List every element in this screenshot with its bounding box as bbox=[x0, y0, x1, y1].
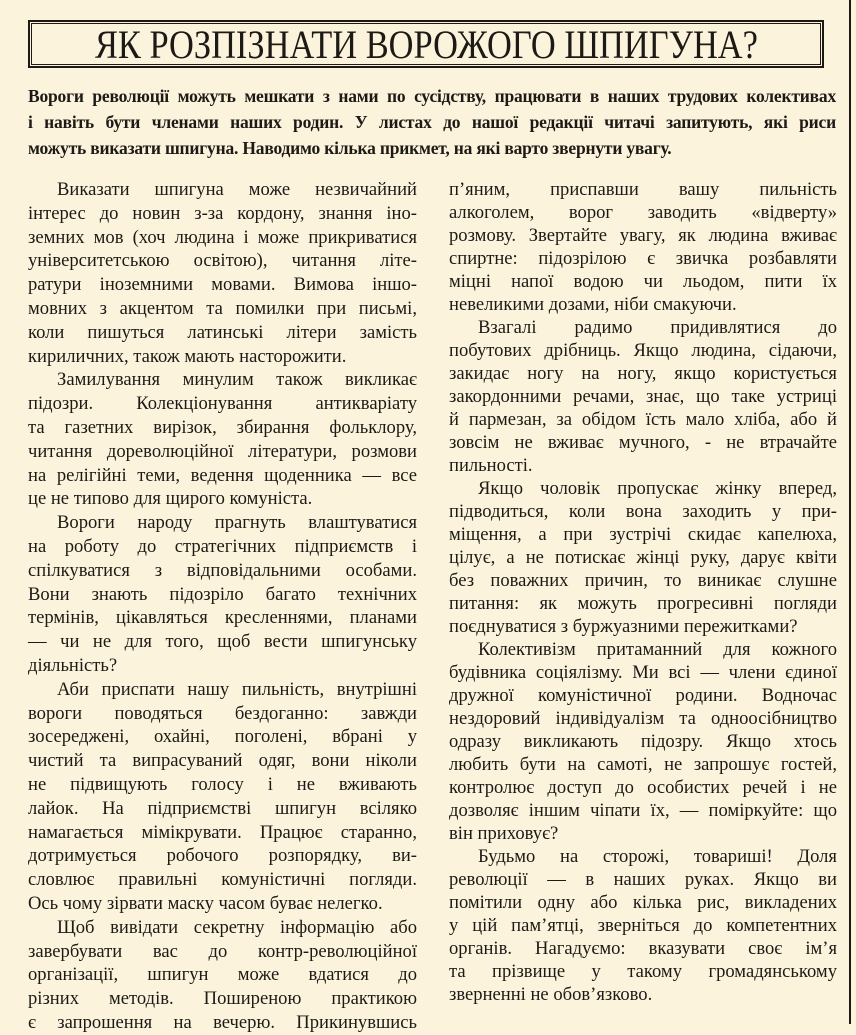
body-text-line: Аби приспати нашу пильність, внутрішні bbox=[57, 678, 417, 700]
lead-line: і навіть бути членами наших родин. У листах до нашої редакції читачі запитують, які риси bbox=[28, 112, 836, 132]
body-text-line: міщення, а при зустрічі скидає капелюха, bbox=[449, 524, 837, 545]
body-text-line: мовних з акцентом та помилки при письмі, bbox=[28, 297, 417, 319]
body-text-line: закидає ногу на ногу, якщо користується bbox=[449, 363, 837, 384]
body-text-line: словлює правильні комуністичні погляди. bbox=[28, 869, 417, 891]
body-text-line: дозволяє іншим чіпати їх, — поміркуйте: що bbox=[449, 800, 837, 821]
body-text-line: діяльність? bbox=[28, 654, 118, 676]
body-text-line: питання: як можуть прогресивні погляди bbox=[449, 593, 837, 614]
body-text-line: зверненні не обов’язково. bbox=[449, 984, 653, 1005]
right-column bbox=[449, 178, 837, 1006]
body-text-line: дотримується робочого розпорядку, ви- bbox=[28, 845, 417, 867]
body-text-line: без поважних причин, то виникає слушне bbox=[449, 570, 837, 591]
body-text-line: на релігійні теми, ведення щоденника — все bbox=[28, 464, 417, 486]
body-text-line: намагається мімікрувати. Працює старанно, bbox=[28, 821, 417, 843]
lead-line: Вороги революції можуть мешкати з нами по сусідству, працювати в наших трудових колективах bbox=[28, 86, 836, 106]
body-text-line: органів. Нагадуємо: вказувати своє ім’я bbox=[449, 938, 837, 959]
body-text-line: спілкуватися з відповідальними особами. bbox=[28, 559, 417, 581]
body-text-line: зосереджені, охайні, поголені, вбрані у bbox=[28, 726, 417, 748]
body-text-line: ратури іноземними мовами. Вимова іншо- bbox=[28, 274, 417, 296]
body-text-line: Виказати шпигуна може незвичайний bbox=[57, 179, 417, 200]
body-text-line: коли пишуться латинські літери замість bbox=[28, 321, 417, 343]
body-text-line: університетською освітою), читання літе- bbox=[28, 250, 417, 272]
body-text-line: спиртне: підозрілою є звичка розбавляти bbox=[449, 248, 837, 269]
body-text-line: Вони знають підозріло багато технічних bbox=[28, 583, 417, 605]
title-frame bbox=[28, 20, 824, 68]
body-text-line: й пармезан, за обідом їсть мало хліба, або й bbox=[449, 409, 837, 430]
body-text-line: розмову. Звертайте увагу, як людина вживає bbox=[449, 225, 837, 246]
body-text-line: організації, шпигун може вдатися до bbox=[28, 964, 417, 986]
body-text-line: помітили одну або кілька рис, викладених bbox=[449, 892, 837, 913]
page-edge-rule bbox=[849, 0, 851, 1024]
body-text-line: інтерес до новин з-за кордону, знання іно- bbox=[28, 202, 417, 224]
left-column bbox=[28, 178, 417, 1035]
body-text-line: це не типово для щирого комуніста. bbox=[28, 488, 313, 510]
article-title: ЯК РОЗПІЗНАТИ ВОРОЖОГО ШПИГУНА? bbox=[94, 22, 758, 67]
body-text-line: Колективізм притаманний для кожного bbox=[478, 639, 837, 660]
body-text-line: та прізвище у такому громадянському bbox=[449, 961, 837, 982]
body-text-line: він приховує? bbox=[449, 823, 559, 844]
body-text-line: Взагалі радимо придивлятися до bbox=[478, 317, 837, 338]
body-text-line: невеликими дозами, ніби смакуючи. bbox=[449, 294, 737, 315]
body-text-line: — чи не для того, щоб вести шпигунську bbox=[28, 631, 417, 653]
body-text-line: Ось чому зірвати маску часом буває нелегко. bbox=[28, 892, 383, 914]
body-text-line: та газетних вирізок, збирання фольклору, bbox=[28, 416, 417, 438]
body-text-line: будівника соціялізму. Ми всі — члени єдиної bbox=[449, 662, 837, 683]
body-text-line: цілує, а не потискає жінці руку, дарує квіти bbox=[449, 547, 837, 568]
body-text-line: революції — в наших руках. Якщо ви bbox=[449, 869, 837, 890]
body-text-line: контролює доступ до особистих речей і не bbox=[449, 777, 837, 798]
body-text-line: побутових дрібниць. Якщо людина, сідаючи, bbox=[449, 340, 837, 361]
body-text-line: читання дореволюційної літератури, розмови bbox=[28, 440, 417, 462]
body-text-line: Замилування минулим також викликає bbox=[57, 369, 417, 391]
body-text-line: алкоголем, ворог заводить «відверту» bbox=[449, 202, 837, 223]
body-text-line: різних методів. Поширеною практикою bbox=[28, 988, 417, 1010]
body-text-line: вороги поводяться бездоганно: завжди bbox=[28, 702, 417, 724]
body-text-line: підозри. Колекціонування антикваріату bbox=[28, 393, 417, 415]
body-text-line: земних мов (хоч людина і може прикриватися bbox=[28, 226, 417, 248]
body-text-line: лайок. На підприємстві шпигун всіляко bbox=[28, 797, 417, 819]
body-text-line: закордонними речами, знає, що таке устриці bbox=[449, 386, 837, 407]
body-text-line: дружної комуністичної родини. Водночас bbox=[449, 685, 837, 706]
body-text-line: завербувати вас до контр-революційної bbox=[28, 940, 417, 962]
body-text-line: міцні напої водою чи льодом, пити їх bbox=[449, 271, 837, 292]
body-text-line: кириличних, також мають насторожити. bbox=[28, 345, 347, 367]
body-text-line: чистий та випрасуваний одяг, вони ніколи bbox=[28, 750, 417, 772]
body-text-line: поєднуватися з буржуазними пережитками? bbox=[449, 616, 798, 637]
body-text-line: є запрошення на вечерю. Прикинувшись bbox=[28, 1011, 417, 1033]
body-text-line: на роботу до стратегічних підприємств і bbox=[28, 535, 417, 557]
body-text-line: пильності. bbox=[449, 455, 533, 476]
body-text-line: термінів, цікавляться кресленнями, планами bbox=[28, 607, 417, 629]
body-text-line: у цій пам’ятці, зверніться до компетентних bbox=[449, 915, 837, 936]
body-text-line: підводиться, коли вона заходить у при- bbox=[449, 501, 837, 522]
body-text-line: Будьмо на сторожі, товариші! Доля bbox=[478, 846, 837, 867]
body-text-line: Вороги народу прагнуть влаштуватися bbox=[57, 512, 417, 534]
body-text-line: не підвищують голосу і не вживають bbox=[28, 773, 417, 795]
body-text-line: п’яним, приспавши вашу пильність bbox=[449, 179, 837, 200]
lead-line: можуть виказати шпигуна. Наводимо кілька прикмет, на які варто звернути увагу. bbox=[28, 138, 672, 158]
article-lead bbox=[28, 83, 836, 161]
body-text-line: Якщо чоловік пропускає жінку вперед, bbox=[478, 478, 837, 499]
body-text-line: любить бути на самоті, не запрошує гостей, bbox=[449, 754, 837, 775]
body-text-line: одразу викликають підозру. Якщо хтось bbox=[449, 731, 837, 752]
body-text-line: нездоровий індивідуалізм та одноосібництво bbox=[449, 708, 837, 729]
body-text-line: зовсім не вживає мучного, - не втрачайте bbox=[449, 432, 837, 453]
body-text-line: Щоб вивідати секретну інформацію або bbox=[57, 916, 417, 938]
